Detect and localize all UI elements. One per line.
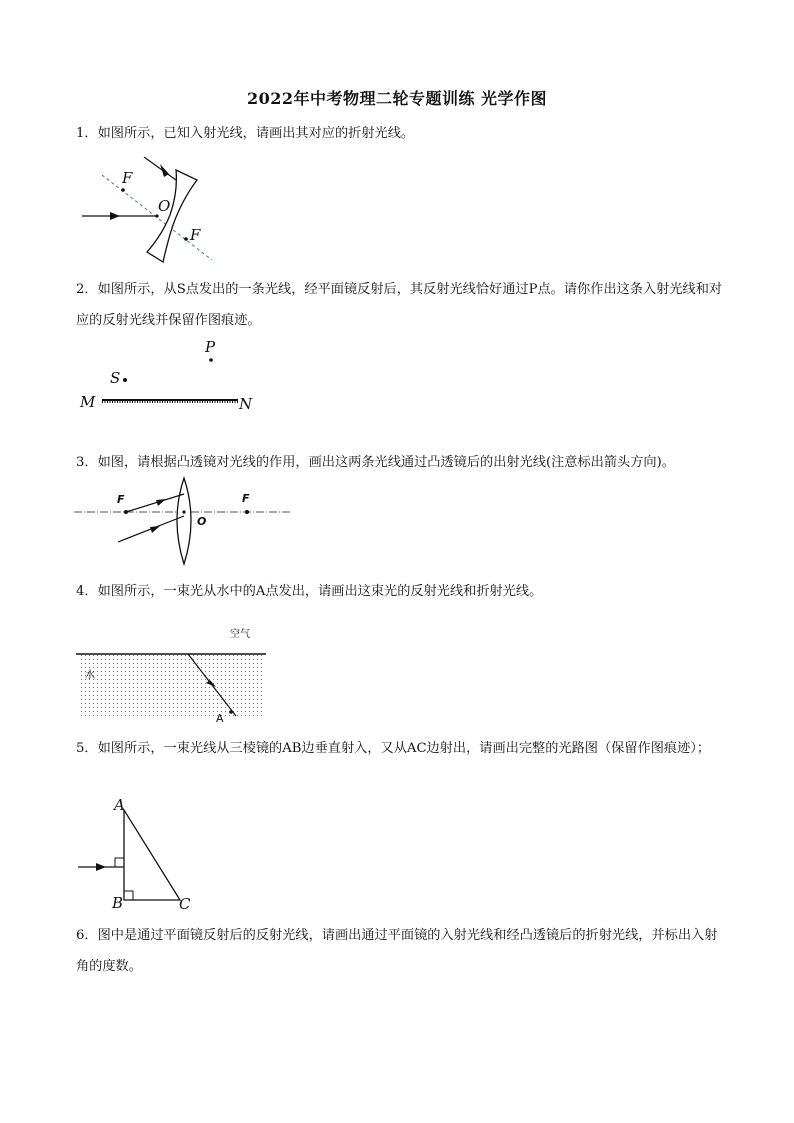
point-s <box>123 378 127 382</box>
label-a: A <box>114 796 125 814</box>
label-o: O <box>158 197 171 215</box>
question-text: 如图所示，一束光从水中的A点发出，请画出这束光的反射光线和折射光线。 <box>97 584 543 599</box>
question-number: 6． <box>76 928 98 943</box>
focus-point-right <box>245 510 249 514</box>
focus-point-left <box>124 510 128 514</box>
page-title: 2022年中考物理二轮专题训练 光学作图 <box>246 89 548 108</box>
incident-ray-2 <box>144 157 176 180</box>
question-text: 如图所示，已知入射光线，请画出其对应的折射光线。 <box>97 126 415 141</box>
question-text: 图中是通过平面镜反射后的反射光线，请画出通过平面镜的入射光线和经凸透镜后的折射光线，并标出入射角的度数。 <box>76 928 718 974</box>
label-f-left: F <box>117 493 125 506</box>
incident-ray-through-focus <box>126 494 184 512</box>
label-c: C <box>179 895 191 913</box>
point-a <box>229 710 233 714</box>
focus-point-right <box>184 237 188 241</box>
label-n: N <box>239 395 253 413</box>
question-text: 如图所示，一束光线从三棱镜的AB边垂直射入，又从AC边射出，请画出完整的光路图（保留作图痕迹）； <box>97 741 711 756</box>
prism-triangle <box>124 810 180 900</box>
question-number: 2． <box>76 282 98 297</box>
label-b: B <box>112 894 124 912</box>
label-m: M <box>80 393 96 411</box>
arrow-icon <box>156 499 166 506</box>
question-text: 如图所示，从S点发出的一条光线，经平面镜反射后，其反射光线恰好通过P点。请你作出这条入射光线和对应的反射光线并保留作图痕迹。 <box>76 282 723 328</box>
focus-point-left <box>121 188 125 192</box>
label-s: S <box>110 369 121 387</box>
figure-convex-lens <box>70 478 300 568</box>
convex-lens <box>177 478 191 564</box>
optical-center <box>182 510 185 513</box>
question-number: 5． <box>76 741 98 756</box>
question-number: 4． <box>76 584 98 599</box>
label-f-right: F <box>242 492 250 505</box>
figure-water-air <box>76 622 268 724</box>
question-number: 1． <box>76 126 98 141</box>
arrow-icon <box>160 164 169 177</box>
point-p <box>209 358 213 362</box>
label-o: O <box>197 515 207 528</box>
question-5 <box>76 733 724 764</box>
label-f-bottom: F <box>190 226 201 244</box>
question-3 <box>76 447 724 478</box>
label-air: 空气 <box>230 629 250 640</box>
question-6 <box>76 920 724 982</box>
question-1 <box>76 118 724 149</box>
water-region <box>78 655 264 717</box>
question-text: 如图，请根据凸透镜对光线的作用，画出这两条光线通过凸透镜后的出射光线(注意标出箭头方向)。 <box>97 455 675 470</box>
arrow-icon <box>110 212 120 220</box>
arrow-icon <box>150 526 160 533</box>
figure-plane-mirror <box>74 336 274 416</box>
question-number: 3． <box>76 455 98 470</box>
figure-concave-lens <box>70 150 230 262</box>
question-2 <box>76 274 724 336</box>
label-a: A <box>216 712 224 725</box>
label-p: P <box>205 338 216 356</box>
label-water: 水 <box>85 670 95 681</box>
label-f-top: F <box>122 169 133 187</box>
arrow-icon <box>96 863 106 871</box>
right-angle-mark-incident <box>115 858 124 867</box>
figure-prism <box>74 796 204 914</box>
question-4 <box>76 576 724 607</box>
